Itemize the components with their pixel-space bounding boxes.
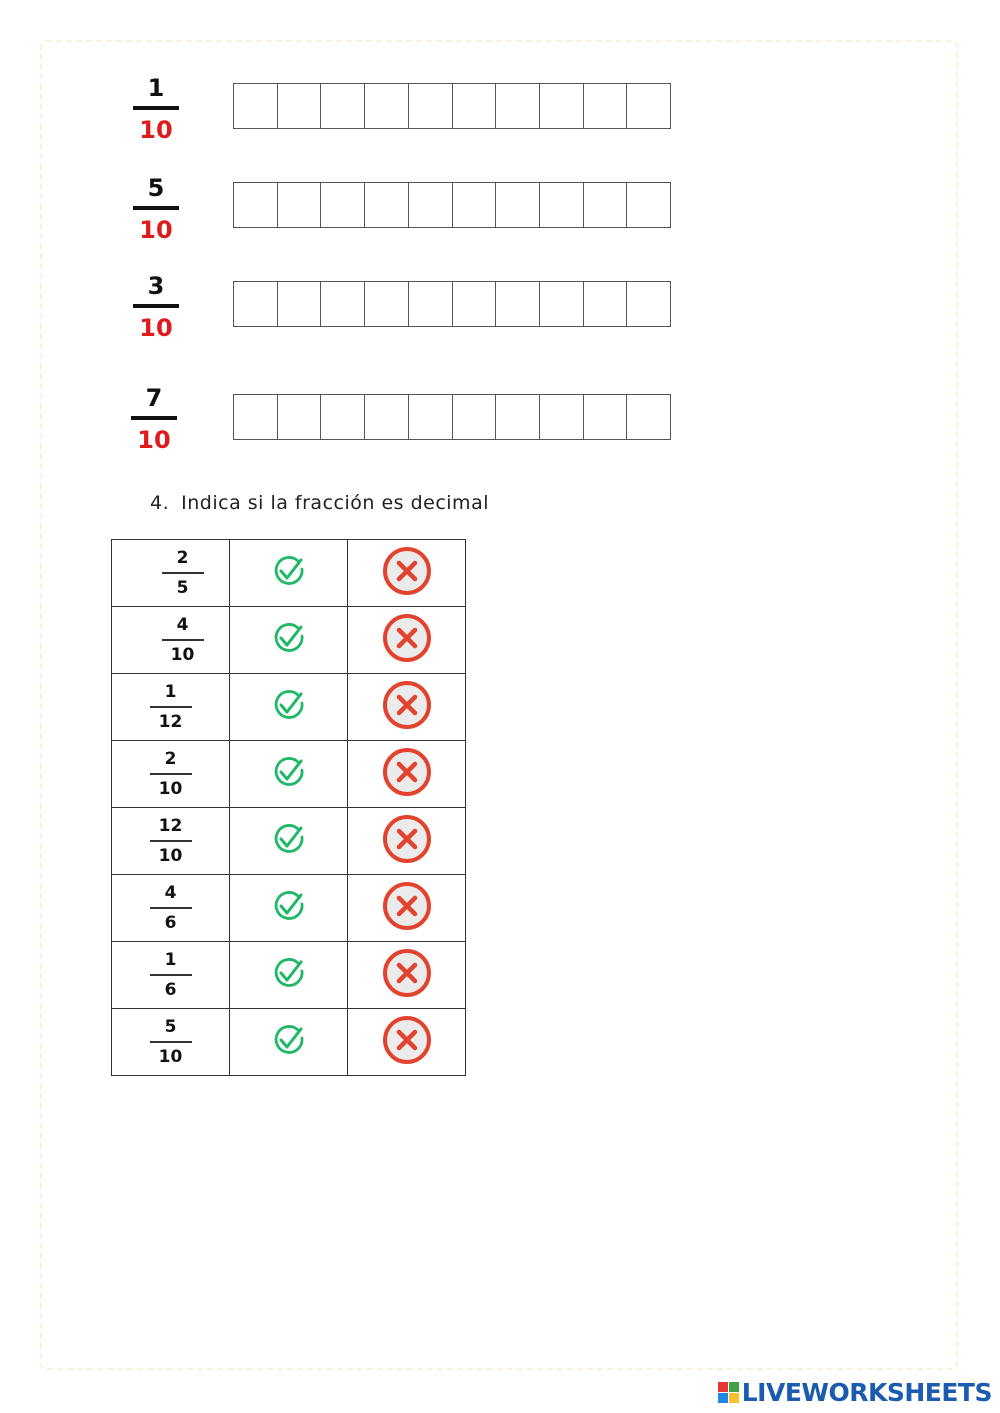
fraction-bar bbox=[131, 416, 177, 420]
no-cell bbox=[348, 942, 466, 1009]
exercise-number: 4. bbox=[150, 492, 170, 514]
no-cell bbox=[348, 1009, 466, 1076]
fraction-numerator: 4 bbox=[164, 883, 177, 904]
table-row bbox=[112, 540, 466, 607]
fraction-denominator: 10 bbox=[158, 845, 183, 866]
strip-cell[interactable] bbox=[627, 84, 670, 128]
table-fraction bbox=[162, 548, 204, 598]
yes-cell bbox=[230, 741, 348, 808]
fraction-bar bbox=[150, 706, 192, 708]
fraction-numerator: 1 bbox=[147, 74, 165, 102]
table-row bbox=[112, 942, 466, 1009]
fraction-bar bbox=[150, 974, 192, 976]
fraction-bar bbox=[133, 304, 179, 308]
fraction-bar bbox=[150, 1041, 192, 1043]
strip-cell[interactable] bbox=[321, 183, 365, 227]
fraction-bar bbox=[162, 639, 204, 641]
table-fraction bbox=[150, 950, 192, 1000]
fraction-numerator: 4 bbox=[176, 615, 189, 636]
strip-cell[interactable] bbox=[584, 395, 628, 439]
yes-cell bbox=[230, 875, 348, 942]
instruction-text: Indica si la fracción es decimal bbox=[181, 492, 489, 514]
check-circle-icon[interactable] bbox=[272, 688, 306, 726]
fraction-numerator: 3 bbox=[147, 272, 165, 300]
strip-cell[interactable] bbox=[496, 395, 540, 439]
fraction-strip-row bbox=[0, 70, 1000, 170]
check-circle-icon[interactable] bbox=[272, 1023, 306, 1061]
fraction-denominator: 10 bbox=[139, 314, 173, 342]
yes-cell bbox=[230, 540, 348, 607]
no-cell bbox=[348, 741, 466, 808]
fraction-cell bbox=[112, 607, 230, 674]
no-cell bbox=[348, 607, 466, 674]
strip-cell[interactable] bbox=[584, 183, 628, 227]
x-circle-icon[interactable] bbox=[382, 1015, 432, 1069]
fraction-cell bbox=[112, 741, 230, 808]
table-fraction bbox=[150, 883, 192, 933]
x-circle-icon[interactable] bbox=[382, 948, 432, 1002]
fraction-denominator: 10 bbox=[158, 778, 183, 799]
fraction-bar bbox=[150, 773, 192, 775]
x-circle-icon[interactable] bbox=[382, 814, 432, 868]
strip-cell[interactable] bbox=[409, 84, 453, 128]
strip-cell[interactable] bbox=[365, 183, 409, 227]
strip-cell[interactable] bbox=[234, 395, 278, 439]
x-circle-icon[interactable] bbox=[382, 881, 432, 935]
logo-mark-icon bbox=[718, 1382, 739, 1403]
strip-cell[interactable] bbox=[627, 282, 670, 326]
fraction-strip-row bbox=[0, 268, 1000, 368]
fraction-denominator: 10 bbox=[158, 1046, 183, 1067]
strip-cell[interactable] bbox=[409, 183, 453, 227]
strip-cell[interactable] bbox=[584, 84, 628, 128]
no-cell bbox=[348, 540, 466, 607]
strip-cell[interactable] bbox=[540, 183, 584, 227]
strip-cell[interactable] bbox=[321, 395, 365, 439]
strip-cell[interactable] bbox=[453, 183, 497, 227]
fraction-cell bbox=[112, 1009, 230, 1076]
table-row bbox=[112, 1009, 466, 1076]
yes-cell bbox=[230, 942, 348, 1009]
no-cell bbox=[348, 808, 466, 875]
yes-cell bbox=[230, 808, 348, 875]
fraction-denominator: 10 bbox=[139, 216, 173, 244]
fraction-denominator: 10 bbox=[139, 116, 173, 144]
strip-cell[interactable] bbox=[496, 183, 540, 227]
x-circle-icon[interactable] bbox=[382, 680, 432, 734]
table-fraction bbox=[150, 682, 192, 732]
check-circle-icon[interactable] bbox=[272, 889, 306, 927]
fraction-cell bbox=[112, 808, 230, 875]
x-circle-icon[interactable] bbox=[382, 613, 432, 667]
check-circle-icon[interactable] bbox=[272, 755, 306, 793]
fraction-strip-row bbox=[0, 170, 1000, 270]
fraction-denominator: 6 bbox=[164, 979, 177, 1000]
fraction-denominator: 12 bbox=[158, 711, 183, 732]
strip-cell[interactable] bbox=[409, 395, 453, 439]
no-cell bbox=[348, 674, 466, 741]
decimal-fraction-table bbox=[111, 539, 466, 1076]
fraction-denominator: 10 bbox=[170, 644, 195, 665]
strip-cell[interactable] bbox=[584, 282, 628, 326]
table-row bbox=[112, 875, 466, 942]
check-circle-icon[interactable] bbox=[272, 956, 306, 994]
strip-cell[interactable] bbox=[409, 282, 453, 326]
strip-cell[interactable] bbox=[278, 84, 322, 128]
strip-cell[interactable] bbox=[278, 395, 322, 439]
fraction-numerator: 5 bbox=[164, 1017, 177, 1038]
fraction-cell bbox=[112, 942, 230, 1009]
strip-cell[interactable] bbox=[234, 282, 278, 326]
fraction-bar bbox=[162, 572, 204, 574]
table-row bbox=[112, 808, 466, 875]
check-circle-icon[interactable] bbox=[272, 621, 306, 659]
table-row bbox=[112, 741, 466, 808]
table-fraction bbox=[150, 816, 192, 866]
brand-name: LIVEWORKSHEETS bbox=[741, 1378, 992, 1407]
fraction-cell bbox=[112, 674, 230, 741]
table-row bbox=[112, 607, 466, 674]
tenths-strip bbox=[233, 281, 671, 327]
strip-cell[interactable] bbox=[540, 282, 584, 326]
tenths-strip bbox=[233, 83, 671, 129]
fraction-label bbox=[131, 384, 177, 454]
strip-cell[interactable] bbox=[234, 183, 278, 227]
liveworksheets-logo bbox=[718, 1378, 992, 1407]
fraction-bar bbox=[133, 106, 179, 110]
fraction-bar bbox=[133, 206, 179, 210]
strip-cell[interactable] bbox=[540, 395, 584, 439]
tenths-strip bbox=[233, 182, 671, 228]
strip-cell[interactable] bbox=[453, 282, 497, 326]
yes-cell bbox=[230, 1009, 348, 1076]
fraction-denominator: 10 bbox=[137, 426, 171, 454]
strip-cell[interactable] bbox=[234, 84, 278, 128]
no-cell bbox=[348, 875, 466, 942]
strip-cell[interactable] bbox=[627, 395, 670, 439]
strip-cell[interactable] bbox=[321, 84, 365, 128]
tenths-strip bbox=[233, 394, 671, 440]
fraction-bar bbox=[150, 840, 192, 842]
fraction-numerator: 7 bbox=[145, 384, 163, 412]
strip-cell[interactable] bbox=[365, 395, 409, 439]
x-circle-icon[interactable] bbox=[382, 747, 432, 801]
fraction-denominator: 5 bbox=[176, 577, 189, 598]
fraction-label bbox=[133, 174, 179, 244]
table-fraction bbox=[150, 749, 192, 799]
fraction-label bbox=[133, 272, 179, 342]
fraction-numerator: 12 bbox=[158, 816, 183, 837]
check-circle-icon[interactable] bbox=[272, 822, 306, 860]
table-fraction bbox=[162, 615, 204, 665]
table-fraction bbox=[150, 1017, 192, 1067]
fraction-numerator: 2 bbox=[176, 548, 189, 569]
fraction-numerator: 5 bbox=[147, 174, 165, 202]
fraction-cell bbox=[112, 875, 230, 942]
fraction-cell bbox=[112, 540, 230, 607]
check-circle-icon[interactable] bbox=[272, 554, 306, 592]
fraction-strip-row bbox=[0, 382, 1000, 482]
fraction-label bbox=[133, 74, 179, 144]
table-row bbox=[112, 674, 466, 741]
strip-cell[interactable] bbox=[365, 282, 409, 326]
fraction-numerator: 2 bbox=[164, 749, 177, 770]
yes-cell bbox=[230, 674, 348, 741]
fraction-numerator: 1 bbox=[164, 950, 177, 971]
strip-cell[interactable] bbox=[278, 282, 322, 326]
strip-cell[interactable] bbox=[496, 84, 540, 128]
strip-cell[interactable] bbox=[453, 395, 497, 439]
strip-cell[interactable] bbox=[627, 183, 670, 227]
strip-cell[interactable] bbox=[496, 282, 540, 326]
strip-cell[interactable] bbox=[540, 84, 584, 128]
x-circle-icon[interactable] bbox=[382, 546, 432, 600]
strip-cell[interactable] bbox=[278, 183, 322, 227]
strip-cell[interactable] bbox=[321, 282, 365, 326]
exercise-instruction bbox=[150, 492, 489, 514]
fraction-bar bbox=[150, 907, 192, 909]
strip-cell[interactable] bbox=[365, 84, 409, 128]
fraction-numerator: 1 bbox=[164, 682, 177, 703]
fraction-denominator: 6 bbox=[164, 912, 177, 933]
strip-cell[interactable] bbox=[453, 84, 497, 128]
yes-cell bbox=[230, 607, 348, 674]
